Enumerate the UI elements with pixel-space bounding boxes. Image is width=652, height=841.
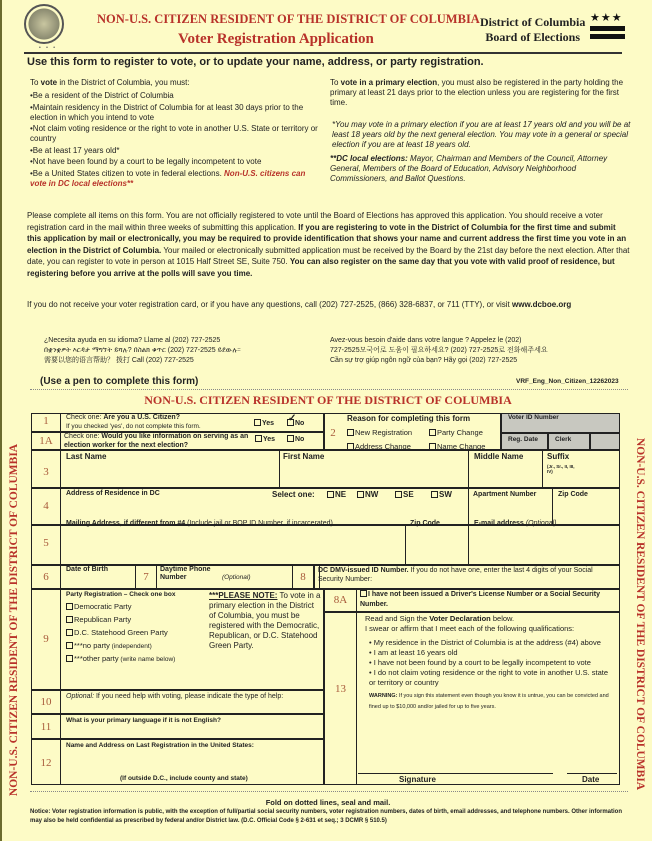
requirement-item: •Be a United States citizen to vote in federal elections. Non-U.S. citizens can vote in DC local elections** xyxy=(30,168,306,188)
voter-id-label: Voter ID Number xyxy=(508,414,559,421)
last-name-field[interactable]: Last Name xyxy=(66,452,107,461)
voting-help-field[interactable]: Optional: If you need help with voting, please indicate the type of help: xyxy=(66,693,284,700)
last-registration-hint: (If outside D.C., include county and state) xyxy=(120,775,248,782)
q4-number: 4 xyxy=(43,500,49,512)
board-name-line1: District of Columbia xyxy=(480,15,586,29)
party-note: ***PLEASE NOTE: To vote in a primary election in the District of Columbia, you must be registered with the Democratic, Republican, or D.C. Statehood Green Party. xyxy=(209,591,321,650)
reg-date-label: Reg. Date xyxy=(508,436,538,443)
dc-flag-icon xyxy=(590,14,625,39)
date-label: Date xyxy=(582,775,600,784)
quadrant-se[interactable]: SE xyxy=(395,490,414,499)
header-title-form: Voter Registration Application xyxy=(178,31,374,47)
first-name-field[interactable]: First Name xyxy=(283,452,325,461)
section-title: NON-U.S. CITIZEN RESIDENT OF THE DISTRICT OF COLUMBIA xyxy=(144,393,512,407)
party-registration-title: Party Registration – Check one box xyxy=(66,591,176,598)
q13-number: 13 xyxy=(335,683,346,695)
q2-party-change[interactable]: Party Change xyxy=(429,428,483,437)
language-help-right: Avez-vous besoin d'aide dans votre langue ? Appelez le (202) 727-2525모국어로 도움이 필요하세요? (202) 727-2525로 전화해주세요 Cần sự trợ giúp ngôn ngữ của bạn? Hãy gọi (202) 727-2525 xyxy=(330,337,548,364)
q2-address-change[interactable]: Address Change xyxy=(347,442,411,451)
date-of-birth-field[interactable]: Date of Birth xyxy=(66,566,108,573)
quadrant-nw[interactable]: NW xyxy=(357,490,378,499)
residence-address-field[interactable]: Address of Residence in DC xyxy=(66,490,160,497)
q8-number: 8 xyxy=(300,571,306,583)
quadrant-sw[interactable]: SW xyxy=(431,490,452,499)
q3-number: 3 xyxy=(43,466,49,478)
q2-name-change[interactable]: Name Change xyxy=(429,442,485,451)
instructions-paragraph: Please complete all items on this form. You are not officially registered to vote until the Board of Elections has approved this application. You should receive a voter registration card in the mail within three weeks of submitting this application. If you are registering to vote in the District of Columbia for the first time and submit this application by mail or electronically, you may be required to provide identification that shows your name and current address the first time you vote in an election in the District of Columbia. Your mailed or electronically submitted application must be received by the Board by the 21st day before the next election. After that date, you can register to vote in person at 1015 Half Street SE, Suite 750. You can also register on the same day that you vote with valid proof of residence, but registering before you arrive at the polls will save you time. xyxy=(27,211,630,278)
requirement-item: •Maintain residency in the District of Columbia for at least 30 days prior to the election in which you intend to vote xyxy=(30,102,304,122)
age-footnote: *You may vote in a primary election if you are at least 17 years old and you will be at least 18 years old by the next general election. You may vote in a general or special election if you are at least 18 years old. xyxy=(332,120,631,149)
pen-note: (Use a pen to complete this form) xyxy=(40,376,199,387)
q1a-no-option[interactable]: No xyxy=(287,435,304,443)
vertical-label-left: NON-U.S. CITIZEN RESIDENT OF THE DISTRICT OF COLUMBIA xyxy=(8,443,20,797)
q5-mailing-row xyxy=(31,525,620,565)
q10-number: 10 xyxy=(40,696,52,708)
requirement-item: •Be at least 17 years old* xyxy=(30,145,120,155)
q1-number: 1 xyxy=(43,415,49,427)
declaration-item: • I am at least 16 years old xyxy=(369,648,458,657)
dcboe-website-link[interactable]: www.dcboe.org xyxy=(512,300,572,309)
privacy-notice: Notice: Voter registration information is public, with the exception of full/partial social security numbers, voter registration numbers, dates of birth, email addresses, and telephone numbers. Other information may also be held confidential as prescribed by federal and/or District law. (D.C. Official Code § 2-631 et seq.; 3 DCMR § 510.5) xyxy=(30,809,622,824)
q5-number: 5 xyxy=(43,537,49,549)
local-elections-footnote: **DC local elections: Mayor, Chairman and Members of the Council, Attorney General, Members of the Board of Education, Advisory Neighborhood Commissioners, and Ballot Questions. xyxy=(330,154,608,183)
residence-zip-field[interactable]: Zip Code xyxy=(558,491,588,498)
perjury-warning: WARNING: If you sign this statement even though you know it is untrue, you can be convicted and fined up to $10,000 and/or jailed for up to five years. xyxy=(369,693,609,710)
q1a-no-checkbox[interactable] xyxy=(287,435,294,442)
header-divider xyxy=(24,52,622,54)
contact-info: If you do not receive your voter registration card, or if you have any questions, call (202) 727-2525, (866) 328-6837, or 711 (TTY), or visit www.dcboe.org xyxy=(27,300,572,309)
date-line[interactable] xyxy=(567,773,617,774)
q1-no-option[interactable]: ✓ No xyxy=(287,419,304,427)
last-registration-field[interactable]: Name and Address on Last Registration in the United States: xyxy=(66,742,254,749)
party-other[interactable]: ***other party (write name below) xyxy=(66,654,175,663)
daytime-phone-field[interactable]: Daytime Phone Number (Optional) xyxy=(160,566,251,581)
q6-number: 6 xyxy=(43,571,49,583)
q1a-prompt: Check one: Would you like information on serving as an election worker for the next election? xyxy=(64,433,249,449)
form-code: VRF_Eng_Non_Citizen_12262023 xyxy=(516,378,619,385)
signature-label: Signature xyxy=(399,775,436,784)
q7-number: 7 xyxy=(143,571,149,583)
middle-name-field[interactable]: Middle Name xyxy=(474,452,524,461)
header-title-citizenship: NON-U.S. CITIZEN RESIDENT OF THE DISTRICT OF COLUMBIA xyxy=(97,12,480,26)
board-name xyxy=(480,15,585,45)
party-democratic[interactable]: Democratic Party xyxy=(66,602,132,611)
q3-name-row xyxy=(31,450,620,488)
q1a-yes-checkbox[interactable] xyxy=(255,435,262,442)
mailing-address-field[interactable]: Mailing Address, if different from #4 (Include jail or BOP ID Number, if incarcerated) xyxy=(66,520,333,527)
q2-number: 2 xyxy=(330,427,336,439)
quadrant-select-label: Select one: xyxy=(272,490,315,499)
clerk-label: Clerk xyxy=(555,436,572,443)
seal-stars: • • • xyxy=(39,45,58,51)
q1-yes-option[interactable]: Yes xyxy=(254,419,274,427)
q8a-number: 8A xyxy=(333,594,348,606)
language-help-left: ¿Necesita ayuda en su idioma? Llame al (202) 727-2525 በቋንቋዎት እርዳታ ማግኘት ይሻሉ? በስልክ ቁጥር (202) 727-2525 ይደውሉ። 需要以您的语言帮助？ 拨打 Call (202) 727-2525 xyxy=(44,337,241,364)
q1a-number: 1A xyxy=(39,435,53,447)
apartment-number-field[interactable]: Apartment Number xyxy=(473,491,537,498)
q8a-no-id-checkbox[interactable]: I have not been issued a Driver's License Number or a Social Security Number. xyxy=(360,591,600,608)
q2-title: Reason for completing this form xyxy=(347,414,471,423)
flag-stars: ★★★ xyxy=(590,12,623,24)
eligibility-requirements: To vote in the District of Columbia, you must: •Be a resident of the District of Columbia •Maintain residency in the District of Columbia for at least 30 days prior to the election in which you intend to vote •Not claim voting residence or the right to vote in another U.S. State or territory or country •Be at least 17 years old* •Not have been found by a court to be legally incompetent to vote •Be a United States citizen to vote in federal elections. Non-U.S. citizens can vote in DC local elections** xyxy=(30,78,320,190)
suffix-field[interactable]: Suffix xyxy=(547,452,570,461)
q1-prompt: Check one: Are you a U.S. Citizen? xyxy=(66,414,180,421)
q11-number: 11 xyxy=(40,721,52,733)
primary-election-info: To vote in a primary election, you must also be registered in the party holding the primary at least 21 days prior to the election unless you are registering for the first time. *You may vote in a primary election if you are at least 17 years old and you will be at least 18 years old by the next general election. You may vote in a general or special election if you are at least 18 years old. **DC local elections: Mayor, Chairman and Members of the Council, Attorney General, Members of the Board of Education, Advisory Neighborhood Commissioners, and Ballot Questions. xyxy=(330,78,635,184)
q1-note: If you checked 'yes', do not complete this form. xyxy=(66,423,201,430)
q1-yes-checkbox[interactable] xyxy=(254,419,261,426)
primary-language-field[interactable]: What is your primary language if it is not English? xyxy=(66,717,221,724)
suffix-hint: (Jr., Sr., II, III, IV) xyxy=(547,464,575,474)
declaration-item: • My residence in the District of Columbia is at the address (#4) above xyxy=(369,638,601,647)
mailing-zip-field[interactable]: Zip Code xyxy=(410,520,440,527)
party-no-party[interactable]: ***no party (independent) xyxy=(66,641,152,650)
board-name-line2: Board of Elections xyxy=(485,30,580,44)
q12-number: 12 xyxy=(40,757,52,769)
party-republican[interactable]: Republican Party xyxy=(66,615,131,624)
q1-no-checkbox[interactable] xyxy=(287,419,294,426)
intro-heading: Use this form to register to vote, or to update your name, address, or party registration. xyxy=(27,56,484,68)
party-statehood-green[interactable]: D.C. Statehood Green Party xyxy=(66,628,168,637)
voter-declaration: Read and Sign the Voter Declaration below. I swear or affirm that I meet each of the following qualifications: • My residence in the District of Columbia is at the address (#4) above • I am at least 16 years old • I have not been found by a court to be legally incompetent to vote • I do not claim voting residence or the right to vote in another U.S. state or territory or country WARNING: If you sign this statement even though you know it is untrue, you can be convicted and fined up to $10,000 and/or jailed for up to five years. xyxy=(365,614,615,713)
fold-instructions: Fold on dotted lines, seal and mail. xyxy=(265,798,391,807)
requirement-item: •Be a resident of the District of Columbia xyxy=(30,91,174,100)
fold-line-bottom xyxy=(30,791,628,792)
requirement-item: •Not have been found by a court to be legally incompetent to vote xyxy=(30,157,262,166)
declaration-item: • I do not claim voting residence or the right to vote in another U.S. state or territory or country xyxy=(369,668,609,687)
signature-line[interactable] xyxy=(358,773,553,774)
quadrant-ne[interactable]: NE xyxy=(327,490,346,499)
email-field[interactable]: E-mail address (Optional) xyxy=(474,520,557,527)
board-of-elections-seal-icon xyxy=(24,4,64,44)
fold-line-top xyxy=(30,389,628,390)
q2-new-registration[interactable]: New Registration xyxy=(347,428,412,437)
q1a-yes-option[interactable]: Yes xyxy=(255,435,275,443)
q8-label: DC DMV-issued ID Number. If you do not have one, enter the last 4 digits of your Social Security Number: xyxy=(318,567,593,583)
q9-number: 9 xyxy=(43,633,49,645)
vertical-label-right: NON-U.S. CITIZEN RESIDENT OF THE DISTRICT OF COLUMBIA xyxy=(634,437,646,791)
requirement-item: •Not claim voting residence or the right to vote in another U.S. State or territory or country xyxy=(30,124,318,143)
declaration-item: • I have not been found by a court to be legally incompetent to vote xyxy=(369,658,591,667)
